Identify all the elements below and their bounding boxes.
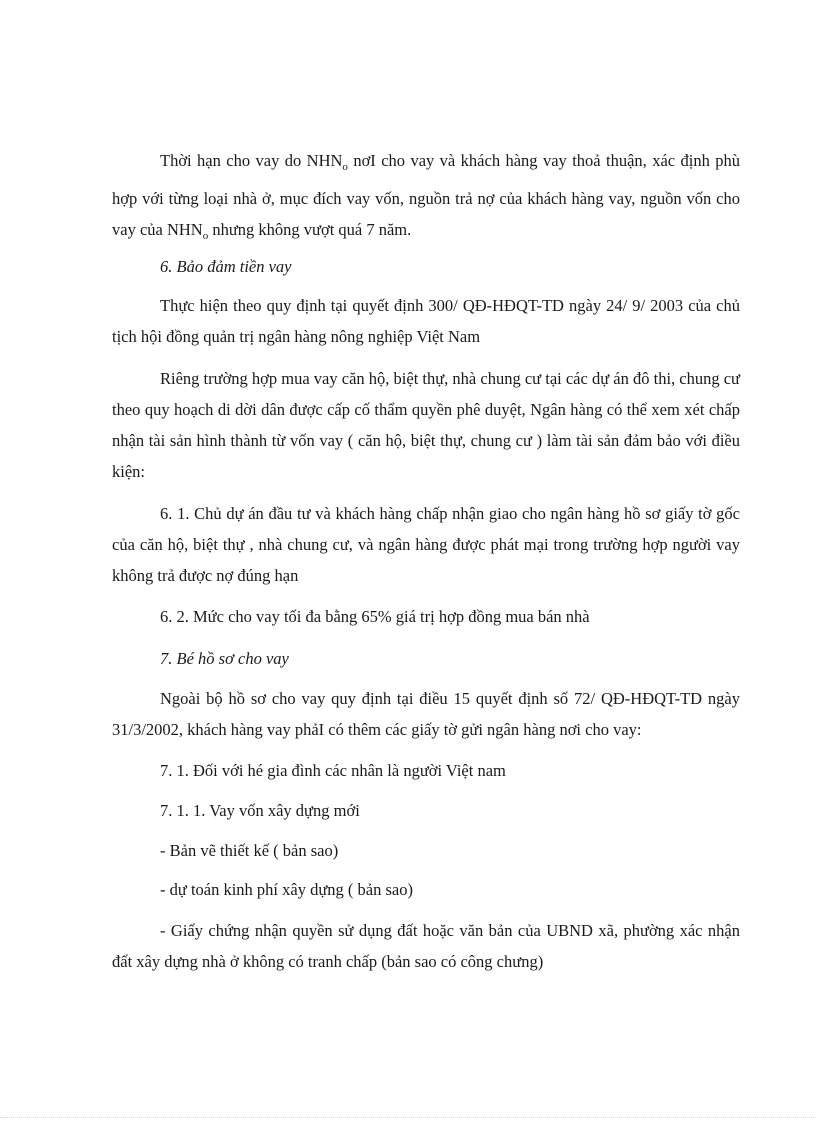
loan-term-text-1: Thời hạn cho vay do NHN <box>160 151 343 170</box>
loan-term-text-3: nhưng không vượt quá 7 năm. <box>208 220 412 239</box>
paragraph-apartment-collateral: Riêng trường hợp mua vay căn hộ, biệt thự, nhà chung cư tại các dự án đô thi, chung cư theo quy hoạch di dời dân được cấp cố thẩm quyền phê duyệt, Ngân hàng có thể xem xét chấp nhận tài sản hình thành từ vốn vay ( căn hộ, biệt thự, chung cư ) làm tài sản đảm bảo với điều kiện: <box>112 369 740 481</box>
list-item-land-certificate: - Giấy chứng nhận quyền sử dụng đất hoặc văn bản của UBND xã, phường xác nhận đất xây dựng nhà ở không có tranh chấp (bản sao có công chưng) <box>112 921 740 971</box>
item-7-1-1: 7. 1. 1. Vay vốn xây dựng mới <box>160 801 360 820</box>
paragraph-condition-6-1: 6. 1. Chủ dự án đầu tư và khách hàng chấp nhận giao cho ngân hàng hồ sơ giấy tờ gốc của căn hộ, biệt thự , nhà chung cư, và ngân hàng được phát mại trong trường hợp người vay không trả được nợ đúng hạn <box>112 504 740 585</box>
page-bottom-divider <box>0 1117 816 1118</box>
item-7-1: 7. 1. Đối với hé gia đình các nhân là người Việt nam <box>160 761 506 780</box>
list-item-design-drawing: - Bản vẽ thiết kế ( bản sao) <box>160 841 339 860</box>
paragraph-condition-6-2: 6. 2. Mức cho vay tối đa bằng 65% giá trị hợp đồng mua bán nhà <box>160 607 590 626</box>
heading-section-6: 6. Bảo đảm tiền vay <box>160 257 292 276</box>
paragraph-decision-72: Ngoài bộ hồ sơ cho vay quy định tại điều 15 quyết định số 72/ QĐ-HĐQT-TD ngày 31/3/2002, khách hàng vay phảI có thêm các giấy tờ gửi ngân hàng nơi cho vay: <box>112 689 740 739</box>
list-item-cost-estimate: - dự toán kinh phí xây dựng ( bản sao) <box>160 880 413 899</box>
loan-term-text-2: nơI cho vay và khách hàng vay thoả thuận, xác định phù hợp với từng loại nhà ở, mục đích vay vốn, nguồn trả nợ của khách hàng vay, nguồn vốn cho vay của NHN <box>112 151 741 239</box>
loan-term-subscript-2: o <box>202 230 209 242</box>
heading-section-7: 7. Bé hồ sơ cho vay <box>160 649 289 668</box>
paragraph-decision-300: Thực hiện theo quy định tại quyết định 300/ QĐ-HĐQT-TD ngày 24/ 9/ 2003 của chủ tịch hội đồng quản trị ngân hàng nông nghiệp Việt Nam <box>112 296 740 346</box>
paragraph-loan-term <box>112 145 740 252</box>
loan-term-subscript-1: o <box>342 161 348 173</box>
